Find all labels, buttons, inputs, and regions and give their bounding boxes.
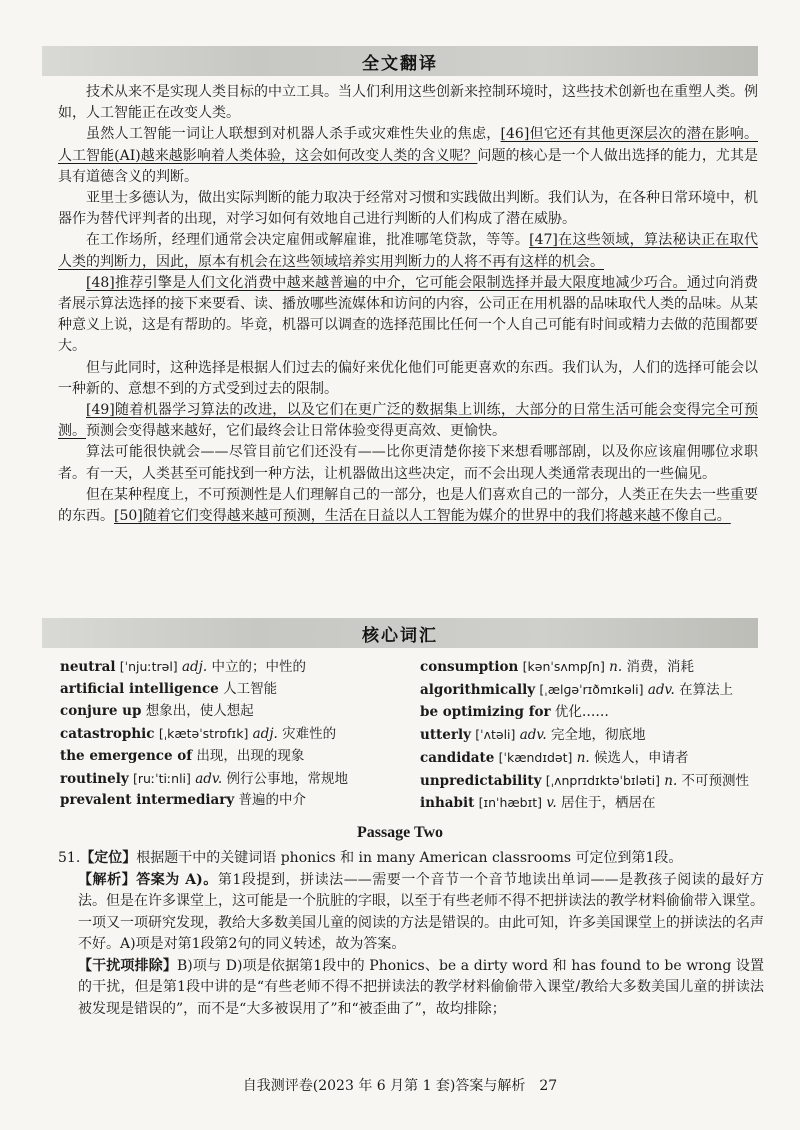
- question-46-underline: [46]但它还有其他更深层次的潜在影响。人工智能(AI)越来越影响着人类体验，这会如何改变人类的含义呢？: [58, 126, 758, 164]
- question-50-underline: [50]随着它们变得越来越可预测，生活在日益以人工智能为媒介的世界中的我们将越来越不像自己。: [114, 508, 731, 525]
- vocab-item: conjure up 想象出，使人想起: [60, 702, 254, 719]
- dingwei-line: 51.【定位】根据题干中的关键词语 phonics 和 in many American classrooms 可定位到第1段。: [58, 850, 683, 866]
- vocab-item: unpredictability [ˌʌnprɪdɪktəˈbɪləti] n. 不可预测性: [420, 772, 750, 789]
- vocab-item: artificial intelligence 人工智能: [60, 680, 278, 697]
- vocab-item: routinely [ruːˈtiːnli] adv. 例行公事地，常规地: [60, 770, 349, 787]
- vocab-item: consumption [kənˈsʌmpʃn] n. 消费，消耗: [420, 659, 694, 675]
- vocab-column-left: [60, 656, 420, 815]
- vocab-item: inhabit [ɪnˈhæbɪt] v. 居住于，栖居在: [420, 795, 656, 812]
- translation-paragraph: 技术从来不是实现人类目标的中立工具。当人们利用这些创新来控制环境时，这些技术创新也在重塑人类。例如，人工智能正在改变人类。: [58, 84, 758, 122]
- translation-paragraph: 但与此同时，这种选择是根据人们过去的偏好来优化他们可能更喜欢的东西。我们认为，人们的选择可能会以一种新的、意想不到的方式受到过去的限制。: [58, 359, 758, 397]
- vocab-list: [60, 656, 760, 815]
- vocab-item: the emergence of 出现，出现的现象: [60, 747, 305, 764]
- vocab-item: neutral [ˈnjuːtrəl] adj. 中立的；中性的: [60, 659, 306, 675]
- translation-paragraph: 亚里士多德认为，做出实际判断的能力取决于经常对习惯和实践做出判断。我们认为，在各种日常环境中，机器作为替代评判者的出现，对学习如何有效地自己进行判断的人们构成了潜在威胁。: [58, 190, 758, 228]
- vocab-item: algorithmically [ˌælɡəˈrɪðmɪkəli] adv. 在算法上: [420, 681, 734, 698]
- translation-title: 全文翻译: [362, 53, 438, 74]
- vocab-column-right: [420, 656, 760, 815]
- jiexi-paragraph: 【解析】答案为 A)。第1段提到，拼读法——需要一个音节一个音节地读出单词——是教孩子阅读的最好方法。但是在许多课堂上，这可能是一个肮脏的字眼，以至于有些老师不得不把拼读法的教学材料偷偷带入课堂。一项又一项研究发现，教给大多数美国儿童的阅读的方法是错误的。由此可知，许多美国课堂上的拼读法的名声不好。A)项是对第1段第2句的同义转述，故为答案。: [78, 871, 764, 952]
- vocab-item: prevalent intermediary 普遍的中介: [60, 792, 307, 809]
- translation-banner: [42, 46, 758, 76]
- question-48-underline: [48]推荐引擎是人们文化消费中越来越普遍的中介，它可能会限制选择并最大限度地减少巧合。: [86, 274, 687, 291]
- question-47-underline: [47]在这些领域，算法秘诀正在取代人类的判断力，因此，原本有机会在这些领域培养实用判断力的人将不再有这样的机会。: [58, 232, 759, 270]
- vocab-item: candidate [ˈkændɪdət] n. 候选人，申请者: [420, 749, 689, 766]
- translation-paragraph: 在工作场所，经理们通常会决定雇佣或解雇谁，批准哪笔贷款，等等。[47]在这些领域，算法秘诀正在取代人类的判断力，因此，原本有机会在这些领域培养实用判断力的人将不再有这样的机会。: [58, 232, 759, 270]
- question-49-underline: [49]随着机器学习算法的改进，以及它们在更广泛的数据集上训练，大部分的日常生活可能会变得完全可预测。: [58, 402, 758, 440]
- vocab-title: 核心词汇: [362, 625, 438, 646]
- ganrao-paragraph: 【干扰项排除】B)项与 D)项是依据第1段中的 Phonics、be a dirty word 和 has found to be wrong 设置的干扰，但是第1段中讲的是“有些老师不得不把拼读法的教学材料偷偷带入课堂/教给大多数美国儿童的拼读法被发现是错误的”，而不是“大多被误用了”和“被歪曲了”，故均排除；: [78, 957, 765, 1017]
- vocab-item: utterly [ˈʌtəli] adv. 完全地，彻底地: [420, 726, 646, 743]
- translation-paragraph: 但在某种程度上，不可预测性是人们理解自己的一部分，也是人们喜欢自己的一部分，人类正在失去一些重要的东西。[50]随着它们变得越来越可预测，生活在日益以人工智能为媒介的世界中的我们将越来越不像自己。: [58, 486, 758, 525]
- answer-analysis: [58, 848, 764, 1020]
- passage-title: Passage Two: [356, 824, 444, 841]
- translation-paragraph: [49]随着机器学习算法的改进，以及它们在更广泛的数据集上训练，大部分的日常生活可能会变得完全可预测。预测会变得越来越好，它们最终会让日常体验变得更高效、更愉快。: [58, 402, 758, 440]
- vocab-item: catastrophic [ˌkætəˈstrɒfɪk] adj. 灾难性的: [60, 725, 337, 742]
- translation-paragraph: [48]推荐引擎是人们文化消费中越来越普遍的中介，它可能会限制选择并最大限度地减少巧合。通过向消费者展示算法选择的接下来要看、读、播放哪些流媒体和访问的内容，公司正在用机器的品味取代人类的品味。从某种意义上说，这是有帮助的。毕竟，机器可以调查的选择范围比任何一个人自己可能有时间或精力去做的范围都要大。: [58, 274, 758, 355]
- vocab-banner: [42, 618, 758, 648]
- page-footer: 自我测评卷(2023 年 6 月第 1 套)答案与解析 27: [242, 1078, 558, 1094]
- translation-paragraph: 虽然人工智能一词让人联想到对机器人杀手或灾难性失业的焦虑，[46]但它还有其他更深层次的潜在影响。人工智能(AI)越来越影响着人类体验，这会如何改变人类的含义呢？问题的核心是一个人做出选择的能力，尤其是具有道德含义的判断。: [58, 126, 758, 185]
- translation-body: [58, 82, 758, 527]
- translation-paragraph: 算法可能很快就会——尽管目前它们还没有——比你更清楚你接下来想看哪部剧，以及你应该雇佣哪位求职者。有一天，人类甚至可能找到一种方法，让机器做出这些决定，而不会出现人类通常表现出的一些偏见。: [58, 444, 758, 482]
- vocab-item: be optimizing for 优化……: [420, 703, 609, 720]
